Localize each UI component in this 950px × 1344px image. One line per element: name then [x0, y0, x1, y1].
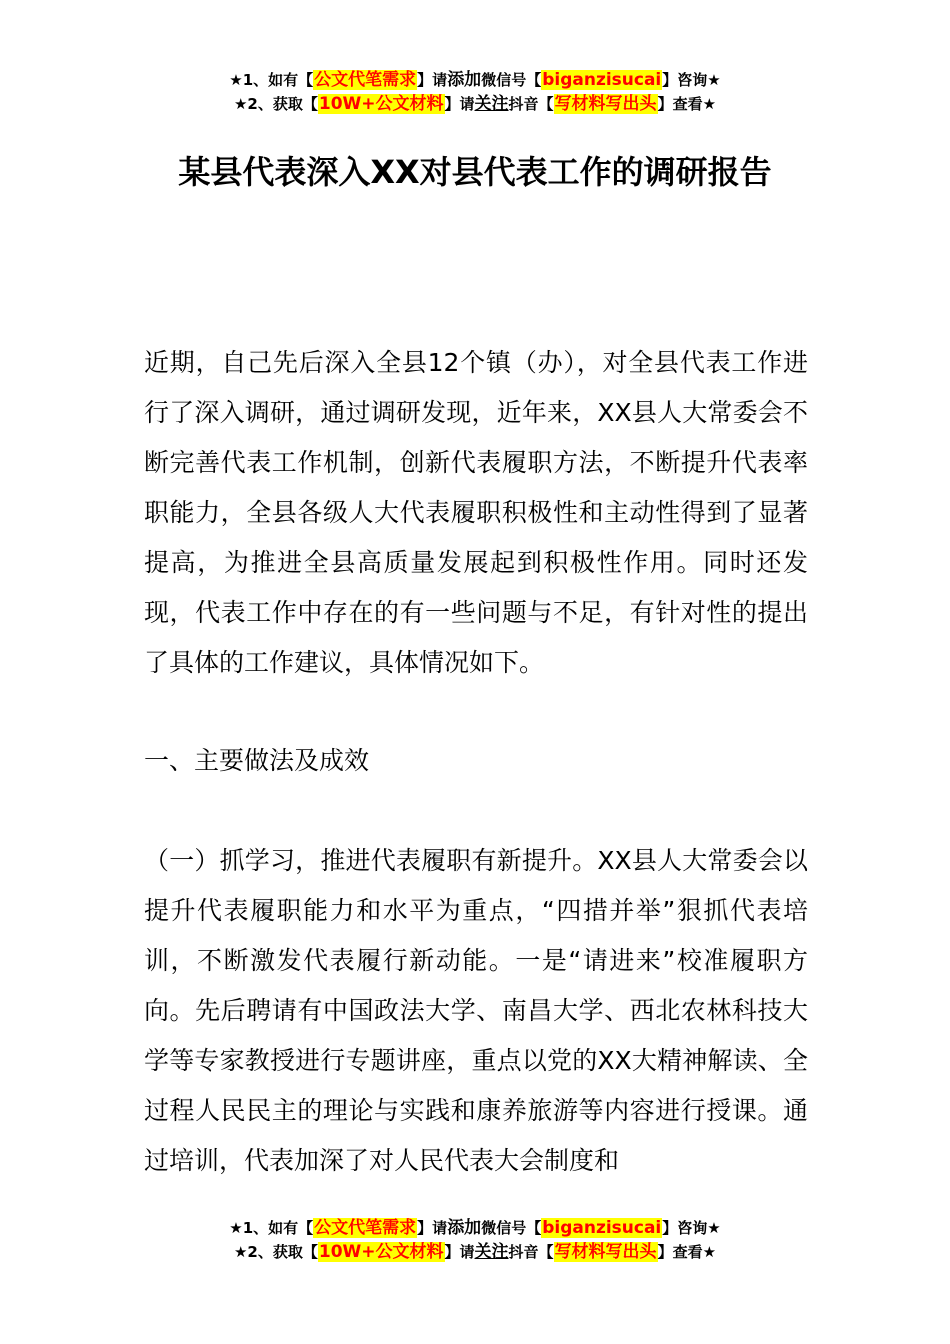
intro-paragraph: 近期，自己先后深入全县12个镇（办），对全县代表工作进行了深入调研，通过调研发现，近年来，XX县人大常委会不断完善代表工作机制，创新代表履职方法，不断提升代表率职能力，全县各级人大代表履职积极性和主动性得到了显著提高，为推进全县高质量发展起到积极性作用。同时还发现，代表工作中存在的有一些问题与不足，有针对性的提出了具体的工作建议，具体情况如下。	[144, 348, 808, 677]
section-heading: 一、主要做法及成效	[144, 746, 370, 775]
notice-text: 微信号【	[481, 71, 542, 89]
notice-text: 】咨询★	[662, 71, 721, 89]
notice-emphasis: 添加	[447, 70, 482, 90]
notice-text: 】咨询★	[662, 1219, 721, 1237]
notice-text: 】请	[444, 1243, 475, 1261]
highlight-materials: 10W+公文材料	[318, 94, 444, 114]
notice-text: 】请	[444, 95, 475, 113]
notice-text: ★1、如有【	[229, 1219, 314, 1237]
header-notice	[0, 68, 950, 116]
notice-line-1	[0, 1216, 950, 1240]
notice-line-2	[0, 92, 950, 116]
highlight-wechat-id: biganzisucai	[542, 1218, 662, 1238]
notice-text: ★2、获取【	[233, 95, 318, 113]
notice-line-2	[0, 1240, 950, 1264]
notice-text: ★1、如有【	[229, 71, 314, 89]
section-paragraph: （一）抓学习，推进代表履职有新提升。XX县人大常委会以提升代表履职能力和水平为重点，“四措并举”狠抓代表培训，不断激发代表履行新动能。一是“请进来”校准履职方向。先后聘请有中国政法大学、南昌大学、西北农林科技大学等专家教授进行专题讲座，重点以党的XX大精神解读、全过程人民民主的理论与实践和康养旅游等内容进行授课。通过培训，代表加深了对人民代表大会制度和	[144, 846, 808, 1175]
highlight-douyin-id: 写材料写出头	[554, 1242, 657, 1262]
notice-line-1	[0, 68, 950, 92]
notice-text: ★2、获取【	[233, 1243, 318, 1261]
notice-text: 】查看★	[657, 95, 717, 113]
highlight-service: 公文代笔需求	[314, 1218, 417, 1238]
document-title: 某县代表深入XX对县代表工作的调研报告	[178, 153, 772, 191]
footer-notice	[0, 1216, 950, 1264]
notice-emphasis: 关注	[474, 94, 509, 114]
notice-emphasis: 添加	[447, 1218, 482, 1238]
notice-text: 】请	[417, 1219, 448, 1237]
notice-text: 】查看★	[657, 1243, 717, 1261]
notice-text: 微信号【	[481, 1219, 542, 1237]
notice-text: 抖音【	[508, 1243, 554, 1261]
highlight-wechat-id: biganzisucai	[542, 70, 662, 90]
highlight-service: 公文代笔需求	[314, 70, 417, 90]
highlight-douyin-id: 写材料写出头	[554, 94, 657, 114]
highlight-materials: 10W+公文材料	[318, 1242, 444, 1262]
notice-text: 】请	[417, 71, 448, 89]
notice-emphasis: 关注	[474, 1242, 509, 1262]
notice-text: 抖音【	[508, 95, 554, 113]
